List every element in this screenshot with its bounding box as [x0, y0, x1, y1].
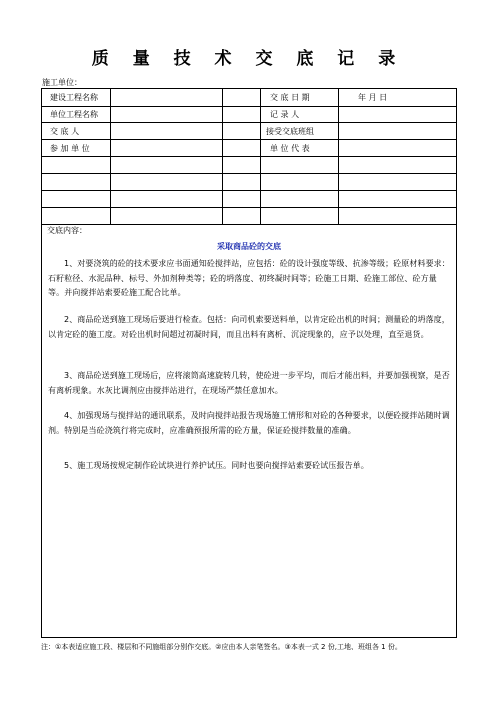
row-divider: [42, 207, 456, 208]
project-name-label: 建设工程名称: [50, 93, 98, 102]
content-paragraph: 2、商品砼送到施工现场后要进行检查。包括：向司机索要送料单，以肯定砼出机的时间；测量砼的坍落度，以肯定砼的施工度。对砼出机时间超过初凝时间，而且出料有离析、沉淀现象的，应予以处理，直至退货。: [48, 315, 450, 339]
content-subtitle: 采取商品砼的交底: [217, 242, 281, 251]
participant-unit-label: 参 加 单 位: [50, 144, 90, 153]
row-divider: [42, 139, 456, 140]
unit-rep-label: 单 位 代 表: [270, 144, 310, 153]
date-label: 交 底 日 期: [270, 93, 310, 102]
content-label: 交底内容：: [47, 226, 87, 235]
content-paragraph: 3、商品砼送到施工现场后，应将滚筒高速旋转几转，使砼进一步平均，而后才能出料，并要加强视察，是否有离析现象。水灰比调剂应由搅拌站进行，在现场严禁任意加水。: [48, 371, 450, 395]
row-divider: [42, 106, 456, 107]
document-title: 质 量 技 术 交 底 记 录: [91, 49, 405, 69]
column-divider: [260, 89, 261, 225]
construction-unit-label: 施工单位：: [42, 78, 82, 87]
column-divider: [338, 89, 339, 225]
receiver-team-label: 接受交底班组: [266, 127, 314, 136]
footnote: 注：①本表适应施工段、楼层和不同施组部分别作交底。②应由本人亲笔签名。③本表一式 2 份,工地、班组各 1 份。: [41, 643, 402, 651]
record-table: [41, 88, 457, 638]
content-paragraph: 1、对要浇筑的砼的技术要求应书面通知砼搅拌站，应包括：砼的设计强度等级、抗渗等级；砼原材料要求：石籽粒径、水泥品种、标号、外加剂种类等；砼的坍落度、初终凝时间等；砼施工日期、砼施工部位、砼方量等。并向搅拌站索要砼施工配合比单。: [48, 259, 450, 298]
row-divider: [42, 173, 456, 174]
column-divider: [110, 89, 111, 225]
row-divider: [42, 224, 456, 225]
date-value: 年 月 日: [358, 93, 388, 102]
row-divider: [42, 190, 456, 191]
row-divider: [42, 122, 456, 123]
recorder-label: 记 录 人: [270, 110, 300, 119]
content-paragraph: 4、加强现场与搅拌站的通讯联系，及时向搅拌站报告现场施工情形和对砼的各种要求，以便砼搅拌站随时调剂。特别是当砼浇筑行将完成时，应准确预报所需的砼方量，保证砼搅拌数量的准确。: [48, 411, 450, 435]
column-divider: [222, 89, 223, 225]
content-paragraph: 5、施工现场按规定制作砼试块进行养护试压。同时也要向搅拌站索要砼试压报告单。: [64, 461, 369, 470]
row-divider: [42, 156, 456, 157]
presenter-label: 交 底 人: [50, 127, 80, 136]
unit-project-label: 单位工程名称: [50, 110, 98, 119]
